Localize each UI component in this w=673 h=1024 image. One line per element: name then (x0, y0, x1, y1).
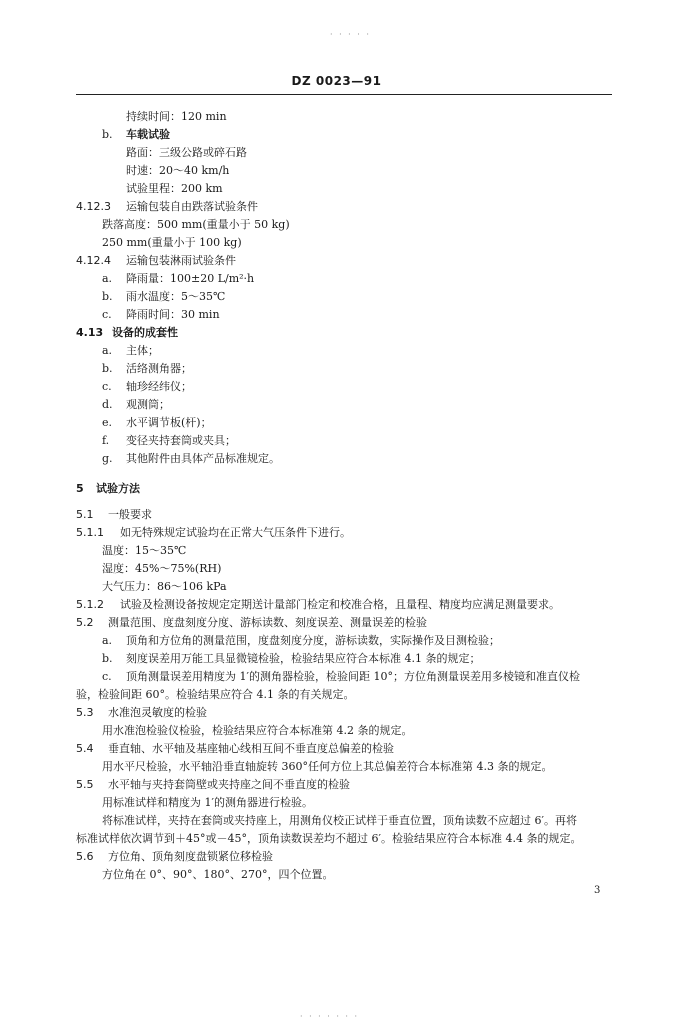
list-item: 顶角测量误差用精度为 1′的测角器检验，检验间距 10°；方位角测量误差用多棱镜和准直仪检 (126, 670, 580, 683)
list-marker: f. (102, 434, 110, 447)
item-heading: 车载试验 (126, 128, 170, 141)
text-line: 湿度：45%～75%(RH) (102, 562, 222, 575)
text-line: 方位角在 0°、90°、180°、270°，四个位置。 (102, 868, 334, 881)
text-line: 用水准泡检验仪检验，检验结果应符合本标准第 4.2 条的规定。 (102, 724, 413, 737)
section-title: 垂直轴、水平轴及基座轴心线相互间不垂直度总偏差的检验 (108, 742, 394, 755)
list-marker: a. (102, 344, 113, 357)
section-title: 水平轴与夹持套筒壁或夹持座之间不垂直度的检验 (108, 778, 350, 791)
list-item: 降雨时间：30 min (126, 308, 220, 321)
text-line: 试验里程：200 km (126, 182, 223, 195)
list-item: 刻度误差用万能工具显微镜检验，检验结果应符合本标准 4.1 条的规定； (126, 652, 481, 665)
list-item: 主体； (126, 344, 159, 357)
section-number: 5.4 (76, 742, 94, 755)
section-title: 一般要求 (108, 508, 152, 521)
list-marker: b. (102, 290, 113, 303)
list-marker: b. (102, 652, 113, 665)
text-line: 路面：三级公路或碎石路 (126, 146, 247, 159)
list-marker: c. (102, 380, 112, 393)
section-title: 运输包装自由跌落试验条件 (126, 200, 258, 213)
text-line: 时速：20～40 km/h (126, 164, 230, 177)
section-number: 5.6 (76, 850, 94, 863)
list-item: 其他附件由具体产品标准规定。 (126, 452, 280, 465)
page-number: 3 (594, 885, 601, 896)
text-line: 用标准试样和精度为 1′的测角器进行检验。 (102, 796, 313, 809)
section-title: 方位角、顶角刻度盘锁紧位移检验 (108, 850, 273, 863)
section-number: 4.13 (76, 326, 104, 339)
section-number: 4.12.3 (76, 200, 111, 213)
section-title: 水准泡灵敏度的检验 (108, 706, 207, 719)
list-item: 雨水温度：5～35℃ (126, 290, 226, 303)
text-line: 试验及检测设备按规定定期送计量部门检定和校准合格，且量程、精度均应满足测量要求。 (120, 598, 560, 611)
list-item: 水平调节板(杆)； (126, 416, 212, 429)
list-marker: a. (102, 272, 113, 285)
standard-code-header: DZ 0023—91 (291, 74, 382, 88)
list-marker: c. (102, 308, 112, 321)
list-marker: e. (102, 416, 113, 429)
text-line: 持续时间：120 min (126, 110, 227, 123)
section-number: 5.1 (76, 508, 94, 521)
list-item: 轴珍经纬仪； (126, 380, 192, 393)
scan-artifact: · · · · · (330, 30, 371, 39)
list-marker: b. (102, 362, 113, 375)
text-line: 跌落高度：500 mm(重量小于 50 kg) (102, 218, 290, 231)
text-line: 标准试样依次调节到＋45°或－45°，顶角读数误差均不超过 6′。检验结果应符合本标准 4.4 条的规定。 (76, 832, 582, 845)
scan-artifact: · · · · · · · (300, 1012, 360, 1021)
text-line: 验，检验间距 60°。检验结果应符合 4.1 条的有关规定。 (76, 688, 355, 701)
section-number: 5.5 (76, 778, 94, 791)
text-line: 250 mm(重量小于 100 kg) (102, 236, 242, 249)
header-rule (76, 94, 612, 95)
list-item: 降雨量：100±20 L/m²·h (126, 272, 255, 285)
list-marker: b. (102, 128, 113, 141)
text-line: 温度：15～35℃ (102, 544, 187, 557)
chapter-title: 试验方法 (96, 482, 140, 495)
section-title: 设备的成套性 (112, 326, 178, 339)
list-item: 观测筒； (126, 398, 170, 411)
section-title: 运输包装淋雨试验条件 (126, 254, 236, 267)
text-line: 大气压力：86～106 kPa (102, 580, 227, 593)
list-marker: d. (102, 398, 113, 411)
list-marker: c. (102, 670, 112, 683)
text-line: 用水平尺检验，水平轴沿垂直轴旋转 360°任何方位上其总偏差符合本标准第 4.3 条的规定。 (102, 760, 553, 773)
list-item: 变径夹持套筒或夹具； (126, 434, 236, 447)
section-title: 测量范围、度盘刻度分度、游标读数、刻度误差、测量误差的检验 (108, 616, 427, 629)
section-number: 5.3 (76, 706, 94, 719)
list-marker: a. (102, 634, 113, 647)
list-marker: g. (102, 452, 113, 465)
chapter-number: 5 (76, 482, 84, 495)
section-number: 4.12.4 (76, 254, 111, 267)
section-number: 5.2 (76, 616, 94, 629)
list-item: 活络测角器； (126, 362, 192, 375)
text-line: 如无特殊规定试验均在正常大气压条件下进行。 (120, 526, 351, 539)
list-item: 顶角和方位角的测量范围，度盘刻度分度，游标读数，实际操作及目测检验； (126, 634, 500, 647)
text-line: 将标准试样，夹持在套筒或夹持座上，用测角仪校正试样于垂直位置，顶角读数不应超过 6′。再将 (102, 814, 577, 827)
section-number: 5.1.2 (76, 598, 104, 611)
section-number: 5.1.1 (76, 526, 104, 539)
